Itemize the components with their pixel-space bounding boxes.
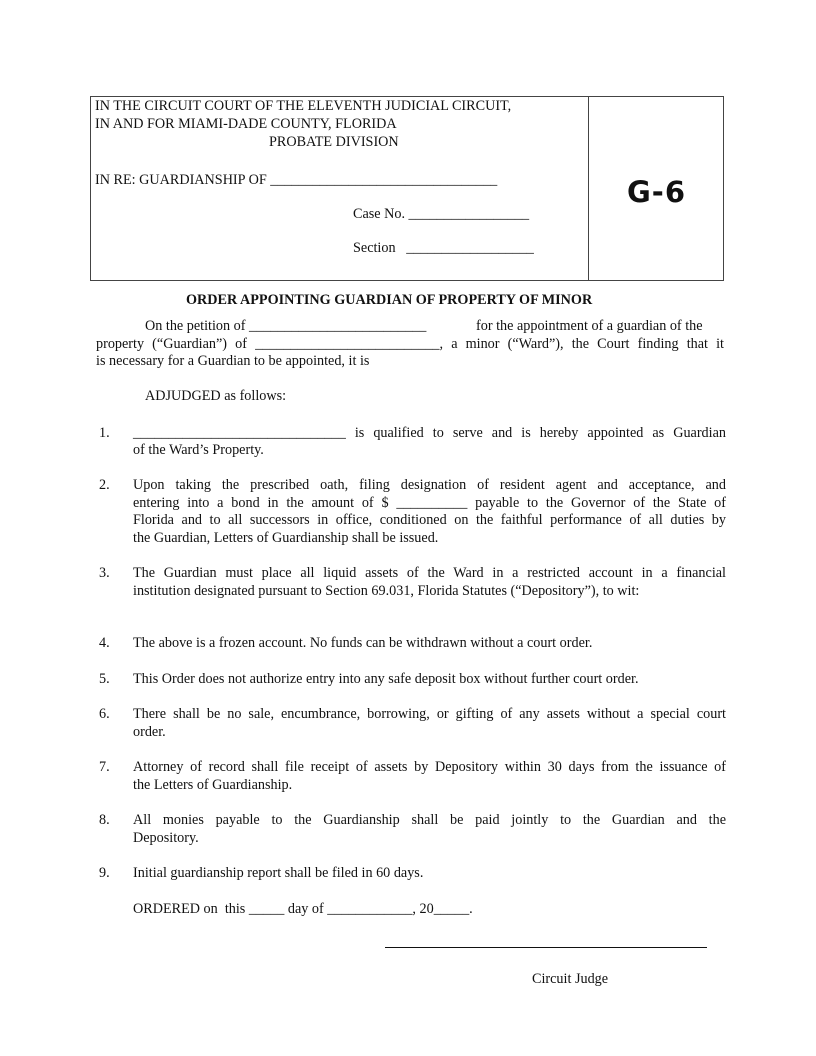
item-9-line1: Initial guardianship report shall be filed in 60 days. — [133, 865, 424, 881]
signature-label: Circuit Judge — [532, 971, 609, 987]
item-number: 3. — [99, 565, 110, 581]
item-number: 7. — [99, 759, 110, 775]
item-number: 8. — [99, 812, 110, 828]
item-8-line2: Depository. — [133, 830, 199, 846]
item-5-line1: This Order does not authorize entry into any safe deposit box without further court order. — [133, 671, 639, 687]
item-number: 9. — [99, 865, 110, 881]
item-6-line2: order. — [133, 724, 166, 740]
item-2-line3: Florida and to all successors in office, conditioned on the faithful performance of all duties by — [133, 512, 726, 528]
item-2-line2: entering into a bond in the amount of $ __________ payable to the Governor of the State of — [133, 495, 726, 511]
in-re-guardianship: IN RE: GUARDIANSHIP OF ________________________________ — [95, 172, 498, 188]
court-name-line1: IN THE CIRCUIT COURT OF THE ELEVENTH JUDICIAL CIRCUIT, — [95, 98, 512, 114]
item-7-line1: Attorney of record shall file receipt of assets by Depository within 30 days from the issuance of — [133, 759, 726, 775]
intro-appointment: for the appointment of a guardian of the — [476, 318, 703, 334]
intro-line3: is necessary for a Guardian to be appointed, it is — [96, 353, 370, 369]
item-3-line2: institution designated pursuant to Section 69.031, Florida Statutes (“Depository”), to wit: — [133, 583, 640, 599]
signature-line — [385, 947, 707, 948]
item-number: 6. — [99, 706, 110, 722]
form-code: G-6 — [626, 175, 687, 209]
item-1-line1: ______________________________ is qualified to serve and is hereby appointed as Guardian — [133, 425, 726, 441]
item-number: 1. — [99, 425, 110, 441]
division-label: PROBATE DIVISION — [269, 134, 399, 150]
item-7-line2: the Letters of Guardianship. — [133, 777, 293, 793]
item-3-line1: The Guardian must place all liquid assets of the Ward in a restricted account in a financial — [133, 565, 726, 581]
item-number: 2. — [99, 477, 110, 493]
adjudged-heading: ADJUDGED as follows: — [145, 388, 287, 404]
item-number: 4. — [99, 635, 110, 651]
item-1-line2: of the Ward’s Property. — [133, 442, 264, 458]
item-number: 5. — [99, 671, 110, 687]
item-6-line1: There shall be no sale, encumbrance, borrowing, or gifting of any assets without a special court — [133, 706, 726, 722]
item-2-line1: Upon taking the prescribed oath, filing designation of resident agent and acceptance, and — [133, 477, 726, 493]
document-title: ORDER APPOINTING GUARDIAN OF PROPERTY OF MINOR — [186, 292, 593, 308]
intro-petition-of: On the petition of _________________________ — [145, 318, 427, 334]
ordered-date-line: ORDERED on this _____ day of ____________, 20_____. — [133, 901, 473, 917]
court-name-line2: IN AND FOR MIAMI-DADE COUNTY, FLORIDA — [95, 116, 397, 132]
item-2-line4: the Guardian, Letters of Guardianship shall be issued. — [133, 530, 439, 546]
case-number-field: Case No. _________________ — [353, 206, 530, 222]
item-4-line1: The above is a frozen account. No funds can be withdrawn without a court order. — [133, 635, 593, 651]
intro-line2: property (“Guardian”) of __________________________, a minor (“Ward”), the Court finding that it — [96, 336, 724, 352]
item-8-line1: All monies payable to the Guardianship shall be paid jointly to the Guardian and the — [133, 812, 726, 828]
section-field: Section __________________ — [353, 240, 534, 256]
